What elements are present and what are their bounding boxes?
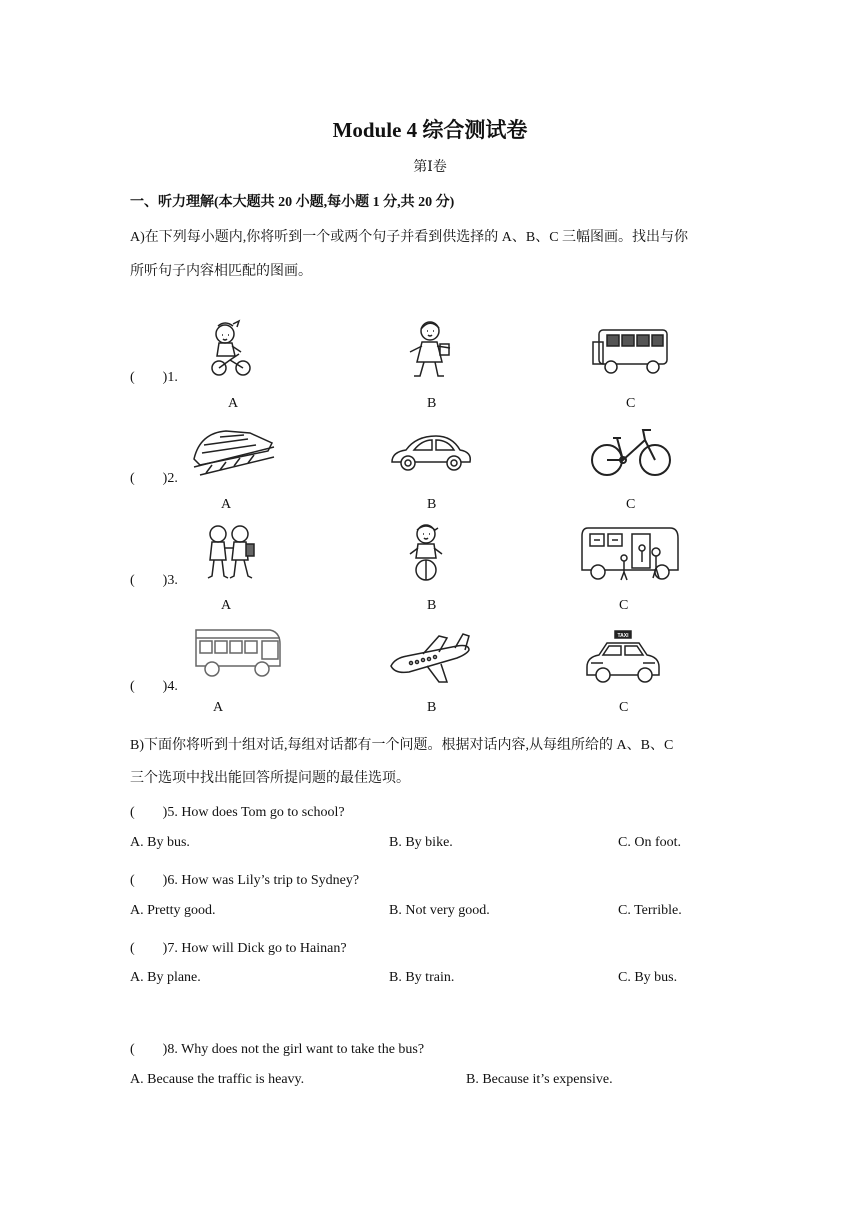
question-5: ( )5. How does Tom go to school? [130,805,345,820]
section1-heading: 一、听力理解(本大题共 20 小题,每小题 1 分,共 20 分) [130,195,455,210]
boy-riding-bike-icon[interactable] [402,522,450,582]
option-label-1c: C [626,396,636,411]
option-label-1a: A [228,396,239,411]
high-speed-train-icon[interactable] [190,425,276,477]
question-number-1: ( )1. [130,370,178,385]
question-7: ( )7. How will Dick go to Hainan? [130,941,347,956]
option-label-3c: C [619,598,629,613]
partA-instruction-line1: A)在下列每小题内,你将听到一个或两个句子并看到供选择的 A、B、C 三幅图画。找出与你 [130,230,689,245]
page-title: Module 4 综合测试卷 [332,118,528,142]
girl-riding-bike-icon[interactable] [205,318,255,378]
q7-option-b: B. By train. [389,970,455,985]
partA-instruction-line2: 所听句子内容相匹配的图画。 [130,264,312,279]
option-label-4c: C [619,700,629,715]
option-label-2a: A [221,497,232,512]
bus-icon[interactable] [190,624,282,680]
airplane-icon[interactable] [387,632,473,688]
question-number-2: ( )2. [130,471,178,486]
car-icon[interactable] [388,432,474,472]
q5-option-a: A. By bus. [130,835,190,850]
girl-walking-icon[interactable] [402,318,460,380]
question-number-4: ( )4. [130,679,178,694]
option-label-4b: B [427,700,437,715]
children-walking-icon[interactable] [202,522,258,582]
q5-option-b: B. By bike. [389,835,453,850]
q8-option-a: A. Because the traffic is heavy. [130,1072,305,1087]
option-label-2c: C [626,497,636,512]
bus-with-passengers-icon[interactable] [591,326,671,376]
taxi-icon[interactable] [581,629,663,687]
children-boarding-bus-icon[interactable] [578,522,680,584]
bicycle-icon[interactable] [589,424,673,478]
partB-instruction-line1: B)下面你将听到十组对话,每组对话都有一个问题。根据对话内容,从每组所给的 A、B、C [130,738,674,753]
q7-option-c: C. By bus. [618,970,678,985]
partB-instruction-line2: 三个选项中找出能回答所提问题的最佳选项。 [130,771,410,786]
question-6: ( )6. How was Lily’s trip to Sydney? [130,873,360,888]
q8-option-b: B. Because it’s expensive. [466,1072,613,1087]
option-label-2b: B [427,497,437,512]
option-label-3b: B [427,598,437,613]
q6-option-b: B. Not very good. [389,903,490,918]
option-label-3a: A [221,598,232,613]
paper-subtitle: 第Ⅰ卷 [413,160,447,175]
taxi-sign-text: TAXI [617,633,629,639]
option-label-1b: B [427,396,437,411]
q6-option-c: C. Terrible. [618,903,682,918]
q7-option-a: A. By plane. [130,970,201,985]
question-8: ( )8. Why does not the girl want to take the bus? [130,1042,425,1057]
q5-option-c: C. On foot. [618,835,681,850]
option-label-4a: A [213,700,224,715]
question-number-3: ( )3. [130,573,178,588]
q6-option-a: A. Pretty good. [130,903,216,918]
